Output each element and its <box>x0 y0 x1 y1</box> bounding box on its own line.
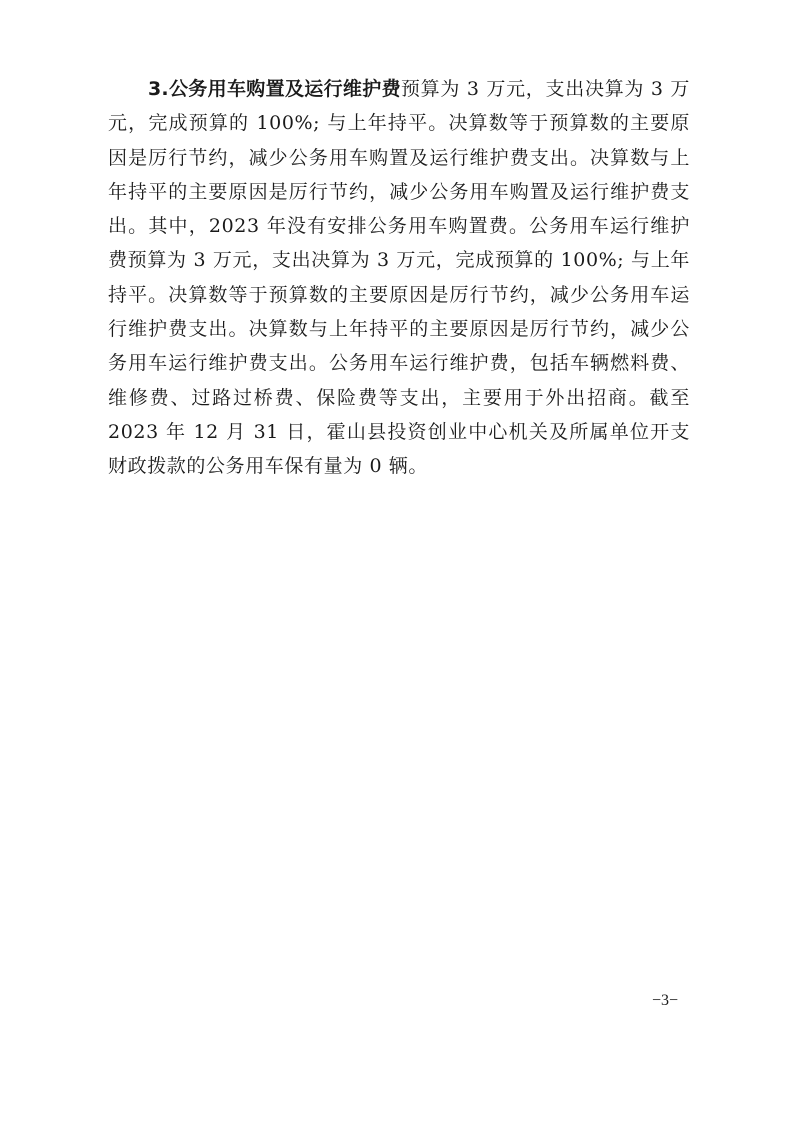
paragraph-body: 预算为 3 万元，支出决算为 3 万元，完成预算的 100%; 与上年持平。决算数等于预算数的主要原因是厉行节约，减少公务用车购置及运行维护费支出。决算数与上年持平的主要原因是厉行节约，减少公务用车购置及运行维护费支出。其中，2023 年没有安排公务用车购置费。公务用车运行维护费预算为 3 万元，支出决算为 3 万元，完成预算的 100%; 与上年持平。决算数等于预算数的主要原因是厉行节约，减少公务用车运行维护费支出。决算数与上年持平的主要原因是厉行节约，减少公务用车运行维护费支出。公务用车运行维护费，包括车辆燃料费、维修费、过路过桥费、保险费等支出，主要用于外出招商。截至 2023 年 12 月 31 日，霍山县投资创业中心机关及所属单位开支财政拨款的公务用车保有量为 0 辆。 <box>108 78 690 478</box>
page-number: −3− <box>652 992 679 1009</box>
section-heading: 3.公务用车购置及运行维护费 <box>148 78 401 100</box>
paragraph-vehicle-expenses <box>108 72 690 484</box>
